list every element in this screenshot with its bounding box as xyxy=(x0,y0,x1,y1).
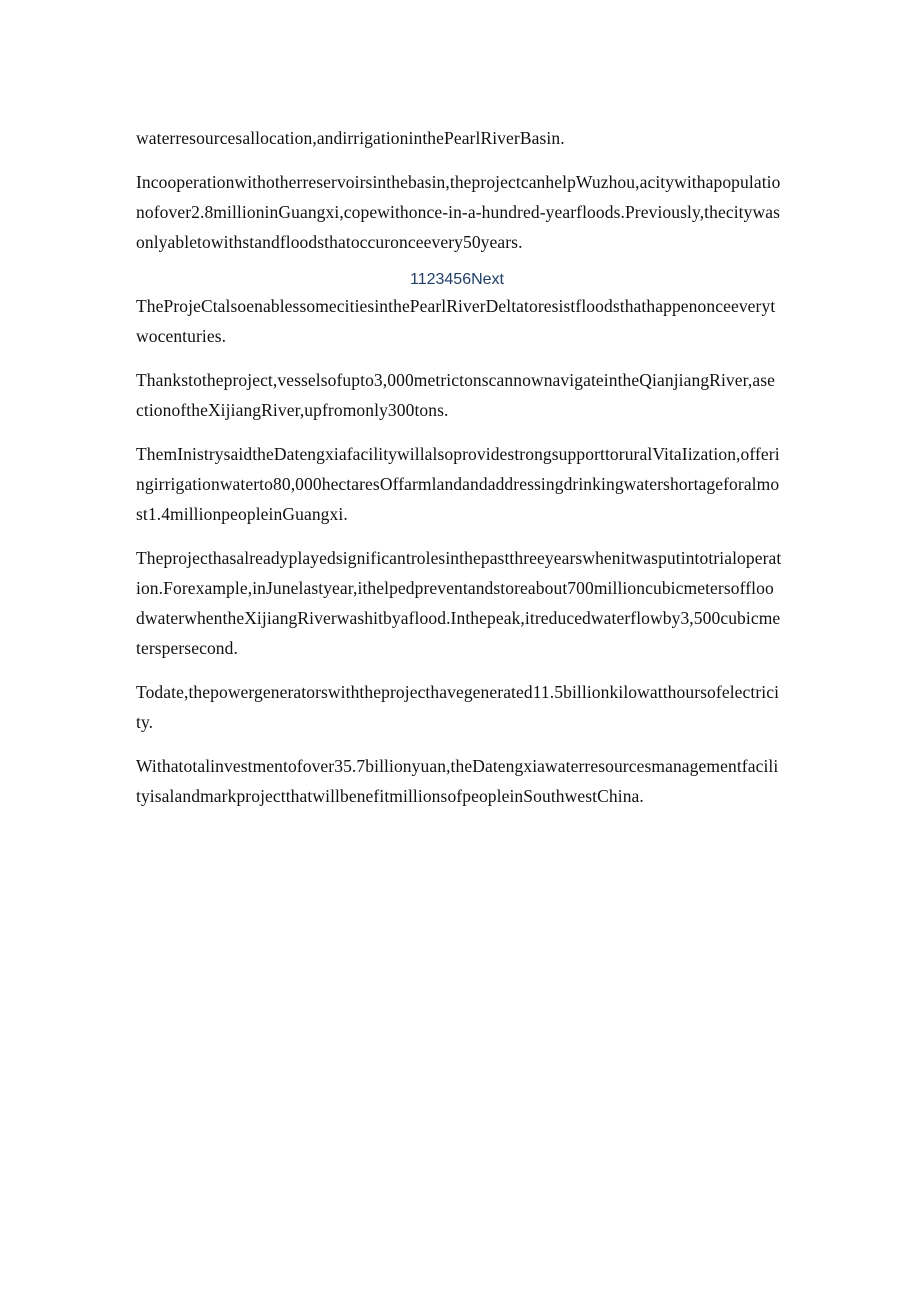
paragraph-vessels: Thankstotheproject,vesselsofupto3,000metrictonscannownavigateintheQianjiangRiver,asectionoftheXijiangRiver,upfromonly300tons. xyxy=(136,370,775,420)
paragraph-allocation: waterresourcesallocation,andirrigationinthePearlRiverBasin. xyxy=(136,128,565,148)
paragraph-power-generation: Todate,thepowergeneratorswiththeprojecthavegenerated11.5billionkilowatthoursofelectricity. xyxy=(136,682,780,732)
pagination xyxy=(136,269,782,291)
paragraph-pearl-river-delta: TheProjeCtalsoenablessomecitiesinthePearlRiverDeltatoresistfloodsthathappenonceeverytwocenturies. xyxy=(136,296,776,346)
paragraph-wuzhou: Incooperationwithotherreservoirsinthebasin,theprojectcanhelpWuzhou,acitywithapopulationofover2.8millioninGuangxi,copewithonce-in-a-hundred-yearfloods.Previously,thecitywasonlyabletowithstandfloodsthatoccuronceevery50years. xyxy=(136,172,781,252)
paragraph-investment: Withatotalinvestmentofover35.7billionyuan,theDatengxiawaterresourcesmanagementfacilityisalandmarkprojectthatwillbenefitmillionsofpeopleinSouthwestChina. xyxy=(136,756,779,806)
article-body xyxy=(136,123,782,825)
paragraph-ministry: ThemInistrysaidtheDatengxiafacilitywillalsoprovidestrongsupporttoruralVitaIization,offeringirrigationwaterto80,000hectaresOffarmlandandaddressingdrinkingwatershortageforalmost1.4millionpeopleinGuangxi. xyxy=(136,444,780,524)
paragraph-trial-operation: Theprojecthasalreadyplayedsignificantrolesinthepastthreeyearswhenitwasputintotrialoperation.Forexample,inJunelastyear,ithelpedpreventandstoreabout700millioncubicmetersoffloodwaterwhentheXijiangRiverwashitbyaflood.Inthepeak,itreducedwaterflowby3,500cubicmeterspersecond. xyxy=(136,548,782,658)
pagination-links[interactable]: 1123456Next xyxy=(410,271,504,288)
